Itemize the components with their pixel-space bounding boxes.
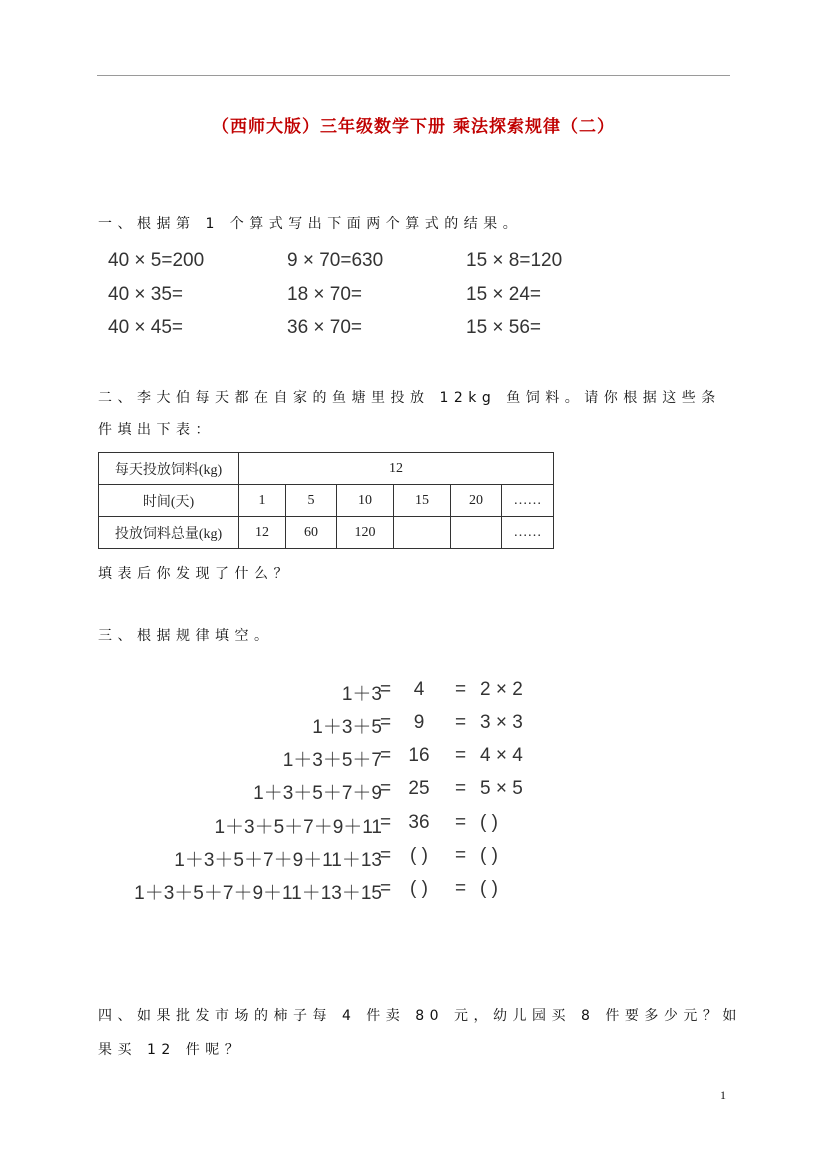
pattern-result: 36 bbox=[408, 812, 430, 833]
q3-prompt: 三、根据规律填空。 bbox=[98, 628, 274, 644]
pattern-equals: = bbox=[455, 812, 467, 833]
feed-table bbox=[98, 452, 554, 549]
q2-prompt-line1: 二、李大伯每天都在自家的鱼塘里投放 12kg 鱼饲料。请你根据这些条 bbox=[98, 390, 721, 406]
pattern-equals: = bbox=[455, 878, 467, 899]
table-header-cell: 每天投放饲料(kg) bbox=[99, 453, 239, 485]
table-cell: …… bbox=[502, 485, 554, 517]
pattern-equals: = bbox=[455, 712, 467, 733]
pattern-answer-blank[interactable]: ( ) bbox=[480, 845, 498, 866]
table-header-cell: 投放饲料总量(kg) bbox=[99, 517, 239, 549]
pattern-result: 9 bbox=[413, 712, 425, 733]
pattern-answer-blank[interactable]: ( ) bbox=[480, 878, 498, 899]
table-row bbox=[99, 485, 554, 517]
page-title: （西师大版）三年级数学下册 乘法探索规律（二） bbox=[212, 117, 615, 137]
pattern-result: 16 bbox=[408, 745, 430, 766]
q1-expr: 40 × 35= bbox=[108, 284, 184, 305]
table-cell: 5 bbox=[286, 485, 337, 517]
pattern-equals: = bbox=[380, 745, 392, 766]
q4-prompt-line2: 果买 12 件呢？ bbox=[98, 1042, 245, 1058]
pattern-sum: 1＋3＋5 bbox=[312, 717, 382, 738]
pattern-equals: = bbox=[455, 745, 467, 766]
pattern-product: 4 × 4 bbox=[480, 745, 523, 766]
q1-expr: 36 × 70= bbox=[287, 317, 363, 338]
pattern-result: 25 bbox=[408, 778, 430, 799]
q1-expr: 15 × 56= bbox=[466, 317, 542, 338]
table-cell: 1 bbox=[239, 485, 286, 517]
table-cell: 12 bbox=[239, 517, 286, 549]
pattern-equals: = bbox=[380, 845, 392, 866]
pattern-equals: = bbox=[380, 878, 392, 899]
pattern-result: 4 bbox=[413, 679, 425, 700]
pattern-equals: = bbox=[380, 679, 392, 700]
pattern-answer-blank[interactable]: ( ) bbox=[410, 845, 428, 866]
q1-expr: 15 × 8=120 bbox=[466, 250, 563, 271]
q1-expr: 40 × 5=200 bbox=[108, 250, 205, 271]
q2-followup: 填表后你发现了什么？ bbox=[98, 566, 293, 582]
header-rule bbox=[97, 75, 730, 76]
page-number: 1 bbox=[720, 1088, 726, 1102]
pattern-sum: 1＋3＋5＋7 bbox=[282, 750, 382, 771]
pattern-equals: = bbox=[455, 845, 467, 866]
q4-prompt-line1: 四、如果批发市场的柿子每 4 件卖 80 元，幼儿园买 8 件要多少元？如 bbox=[98, 1008, 742, 1024]
table-header-cell: 时间(天) bbox=[99, 485, 239, 517]
pattern-sum: 1＋3＋5＋7＋9＋11＋13 bbox=[174, 850, 382, 871]
pattern-sum: 1＋3＋5＋7＋9＋11 bbox=[214, 817, 382, 838]
pattern-equals: = bbox=[380, 778, 392, 799]
pattern-equals: = bbox=[380, 712, 392, 733]
table-answer-cell[interactable] bbox=[394, 517, 451, 549]
q2-prompt-line2: 件填出下表： bbox=[98, 422, 215, 438]
table-cell: 20 bbox=[451, 485, 502, 517]
table-row bbox=[99, 517, 554, 549]
pattern-equals: = bbox=[455, 679, 467, 700]
pattern-sum: 1＋3＋5＋7＋9＋11＋13＋15 bbox=[134, 883, 382, 904]
table-cell: 12 bbox=[239, 453, 554, 485]
pattern-equals: = bbox=[380, 812, 392, 833]
pattern-answer-blank[interactable]: ( ) bbox=[480, 812, 498, 833]
pattern-sum: 1＋3＋5＋7＋9 bbox=[253, 783, 382, 804]
pattern-sum: 1＋3 bbox=[341, 684, 382, 705]
table-row bbox=[99, 453, 554, 485]
table-cell: 120 bbox=[337, 517, 394, 549]
pattern-equals: = bbox=[455, 778, 467, 799]
table-cell: 15 bbox=[394, 485, 451, 517]
table-cell: 10 bbox=[337, 485, 394, 517]
pattern-product: 5 × 5 bbox=[480, 778, 523, 799]
pattern-product: 2 × 2 bbox=[480, 679, 523, 700]
pattern-product: 3 × 3 bbox=[480, 712, 523, 733]
q1-expr: 18 × 70= bbox=[287, 284, 363, 305]
table-answer-cell[interactable] bbox=[451, 517, 502, 549]
q1-expr: 40 × 45= bbox=[108, 317, 184, 338]
table-cell: …… bbox=[502, 517, 554, 549]
pattern-answer-blank[interactable]: ( ) bbox=[410, 878, 428, 899]
q1-expr: 9 × 70=630 bbox=[287, 250, 384, 271]
table-cell: 60 bbox=[286, 517, 337, 549]
q1-expr: 15 × 24= bbox=[466, 284, 542, 305]
q1-prompt: 一、根据第 1 个算式写出下面两个算式的结果。 bbox=[98, 216, 523, 232]
